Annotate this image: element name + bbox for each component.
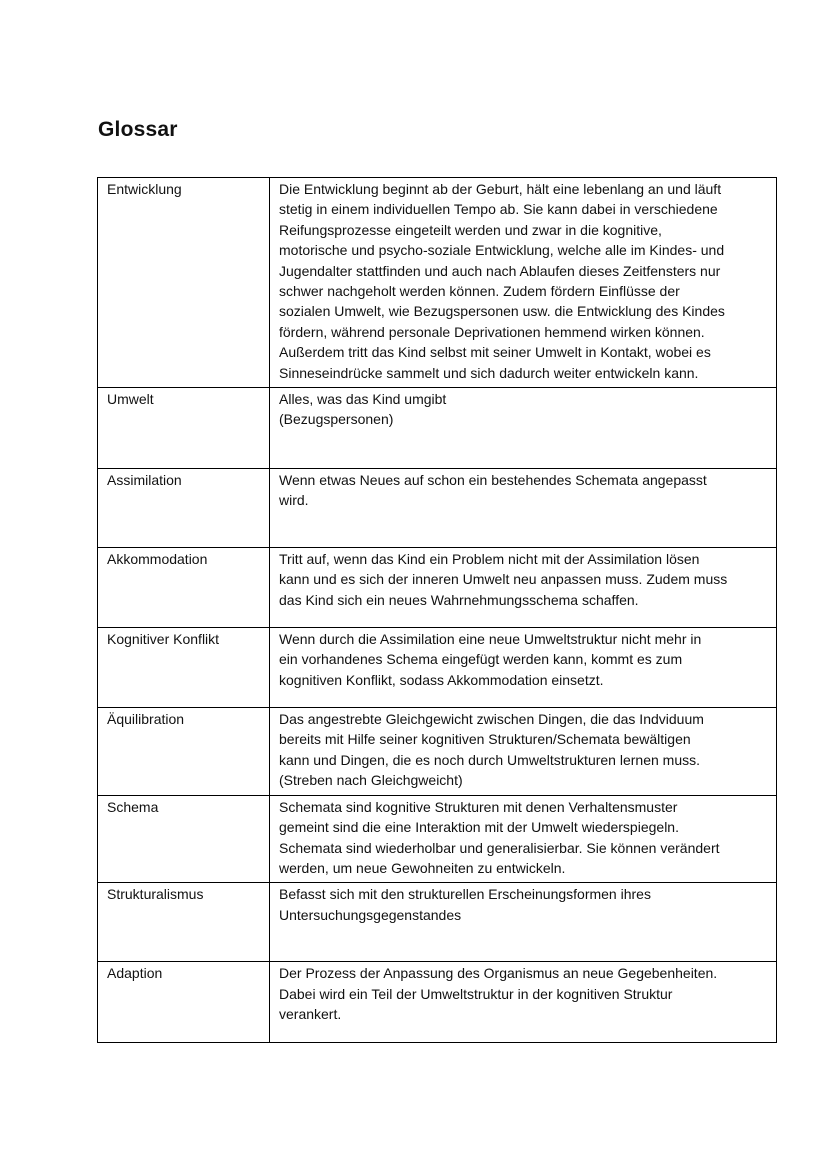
glossary-term: Assimilation xyxy=(98,469,270,548)
glossary-definition xyxy=(270,548,777,628)
glossary-term: Äquilibration xyxy=(98,708,270,796)
glossary-row xyxy=(98,469,777,548)
glossary-term: Adaption xyxy=(98,962,270,1043)
definition-line: Die Entwicklung beginnt ab der Geburt, hält eine lebenlang an und läuft xyxy=(279,181,722,197)
definition-line: werden, um neue Gewohneiten zu entwickeln. xyxy=(279,859,566,876)
definition-line: fördern, während personale Deprivationen hemmend wirken können. xyxy=(279,323,705,340)
definition-line: Wenn etwas Neues auf schon ein bestehendes Schemata angepasst xyxy=(279,472,707,489)
definition-line: Untersuchungsgegenstandes xyxy=(279,906,462,923)
glossary-term: Strukturalismus xyxy=(98,883,270,962)
definition-line: bereits mit Hilfe seiner kognitiven Strukturen/Schemata bewältigen xyxy=(279,731,691,748)
glossary-row xyxy=(98,708,777,796)
definition-line: Befasst sich mit den strukturellen Erscheinungsformen ihres xyxy=(279,886,651,903)
definition-line: gemeint sind die eine Interaktion mit der Umwelt wiederspiegeln. xyxy=(279,819,679,836)
definition-line: stetig in einem individuellen Tempo ab. Sie kann dabei in verschiedene xyxy=(279,201,718,218)
glossary-row xyxy=(98,388,777,469)
definition-line: Schemata sind wiederholbar und generalisierbar. Sie können verändert xyxy=(279,839,720,856)
definition-line: verankert. xyxy=(279,1006,342,1023)
definition-line: motorische und psycho-soziale Entwicklung, welche alle im Kindes- und xyxy=(279,242,725,259)
definition-line: Der Prozess der Anpassung des Organismus an neue Gegebenheiten. xyxy=(279,965,718,982)
definition-line: kann und es sich der inneren Umwelt neu anpassen muss. Zudem muss xyxy=(279,571,728,588)
definition-line: Alles, was das Kind umgibt xyxy=(279,391,447,408)
glossary-table xyxy=(97,177,777,1043)
definition-line: Tritt auf, wenn das Kind ein Problem nicht mit der Assimilation lösen xyxy=(279,551,700,568)
glossary-definition xyxy=(270,628,777,708)
glossary-definition xyxy=(270,708,777,796)
definition-line: Dabei wird ein Teil der Umweltstruktur in der kognitiven Struktur xyxy=(279,985,673,1002)
definition-line: kann und Dingen, die es noch durch Umweltstrukturen lernen muss. xyxy=(279,751,700,768)
page-title: Glossar xyxy=(98,118,178,141)
glossary-row xyxy=(98,178,777,388)
glossary-definition xyxy=(270,469,777,548)
glossary-row xyxy=(98,548,777,628)
definition-line: sozialen Umwelt, wie Bezugspersonen usw. die Entwicklung des Kindes xyxy=(279,303,725,320)
definition-line: (Streben nach Gleichgweicht) xyxy=(279,772,463,789)
definition-line: wird. xyxy=(279,492,309,509)
glossary-definition xyxy=(270,962,777,1043)
glossary-row xyxy=(98,962,777,1043)
glossary-row xyxy=(98,795,777,883)
definition-line: Reifungsprozesse eingeteilt werden und zwar in die kognitive, xyxy=(279,221,662,238)
glossary-term: Akkommodation xyxy=(98,548,270,628)
definition-line: Außerdem tritt das Kind selbst mit seiner Umwelt in Kontakt, wobei es xyxy=(279,344,711,361)
definition-line: Schemata sind kognitive Strukturen mit denen Verhaltensmuster xyxy=(279,798,678,815)
glossary-term: Kognitiver Konflikt xyxy=(98,628,270,708)
glossary-definition xyxy=(270,883,777,962)
definition-line: ein vorhandenes Schema eingefügt werden kann, kommt es zum xyxy=(279,651,683,668)
definition-line: Jugendalter stattfinden und auch nach Ablaufen dieses Zeitfensters nur xyxy=(279,262,721,279)
definition-line: Sinneseindrücke sammelt und sich dadurch weiter entwickeln kann. xyxy=(279,364,699,381)
definition-line: Wenn durch die Assimilation eine neue Umweltstruktur nicht mehr in xyxy=(279,631,702,648)
definition-line: das Kind sich ein neues Wahrnehmungsschema schaffen. xyxy=(279,591,639,608)
glossary-term: Entwicklung xyxy=(98,178,270,388)
glossary-row xyxy=(98,883,777,962)
glossary-term: Umwelt xyxy=(98,388,270,469)
glossary-table-body xyxy=(98,178,777,1043)
definition-line: Das angestrebte Gleichgewicht zwischen Dingen, die das Indviduum xyxy=(279,711,704,728)
glossary-row xyxy=(98,628,777,708)
glossary-term: Schema xyxy=(98,795,270,883)
glossary-definition xyxy=(270,795,777,883)
definition-line: (Bezugspersonen) xyxy=(279,411,394,428)
glossary-definition xyxy=(270,178,777,388)
definition-line: schwer nachgeholt werden können. Zudem fördern Einflüsse der xyxy=(279,283,680,300)
glossary-definition xyxy=(270,388,777,469)
definition-line: kognitiven Konflikt, sodass Akkommodation einsetzt. xyxy=(279,671,604,688)
